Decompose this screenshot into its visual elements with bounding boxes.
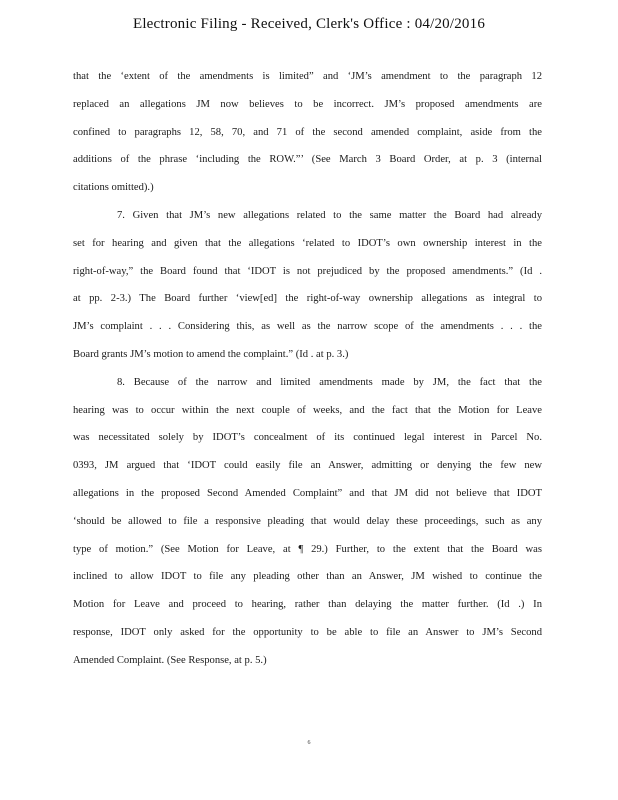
body-line: right-of-way,” the Board found that ‘IDOT is not prejudiced by the proposed amendments.” (Id . [73, 265, 542, 277]
paragraph-8-start: 8. Because of the narrow and limited amendments made by JM, the fact that the [117, 376, 542, 388]
body-line: Motion for Leave and proceed to hearing, rather than delaying the matter further. (Id .) In [73, 599, 542, 611]
body-line: at pp. 2-3.) The Board further ‘view[ed] the right-of-way ownership allegations as integral to [73, 293, 542, 305]
body-line: inclined to allow IDOT to file any pleading other than an Answer, JM wished to continue the [73, 571, 542, 583]
body-line: was necessitated solely by IDOT’s concealment of its continued legal interest in Parcel No. [73, 432, 542, 444]
body-line: set for hearing and given that the allegations ‘related to IDOT’s own ownership interest in the [73, 237, 542, 249]
body-line: additions of the phrase ‘including the ROW.”’ (See March 3 Board Order, at p. 3 (internal [73, 154, 542, 166]
body-line: hearing was to occur within the next couple of weeks, and the fact that the Motion for Leave [73, 404, 542, 416]
body-line: ‘should be allowed to file a responsive pleading that would delay these proceedings, such as any [73, 515, 542, 527]
body-line: confined to paragraphs 12, 58, 70, and 71 of the second amended complaint, aside from the [73, 126, 542, 138]
body-line: Board grants JM’s motion to amend the complaint.” (Id . at p. 3.) [73, 348, 349, 360]
body-line: 0393, JM argued that ‘IDOT could easily file an Answer, admitting or denying the few new [73, 460, 542, 472]
filing-stamp-header: Electronic Filing - Received, Clerk's Office : 04/20/2016 [132, 16, 486, 32]
body-line: Amended Complaint. (See Response, at p. 5.) [73, 654, 267, 666]
body-line: type of motion.” (See Motion for Leave, at ¶ 29.) Further, to the extent that the Board was [73, 543, 542, 555]
document-body [73, 70, 542, 682]
body-line: replaced an allegations JM now believes to be incorrect. JM’s proposed amendments are [73, 98, 542, 110]
body-line: citations omitted).) [73, 182, 154, 194]
page-number: 6 [307, 740, 311, 746]
body-line: that the ‘extent of the amendments is limited” and ‘JM’s amendment to the paragraph 12 [73, 71, 542, 82]
body-line: JM’s complaint . . . Considering this, as well as the narrow scope of the amendments . . . the [73, 321, 542, 333]
body-line: allegations in the proposed Second Amended Complaint” and that JM did not believe that IDOT [73, 487, 542, 499]
body-line: response, IDOT only asked for the opportunity to be able to file an Answer to JM’s Second [73, 626, 542, 638]
paragraph-7-start: 7. Given that JM’s new allegations related to the same matter the Board had already [117, 209, 542, 221]
